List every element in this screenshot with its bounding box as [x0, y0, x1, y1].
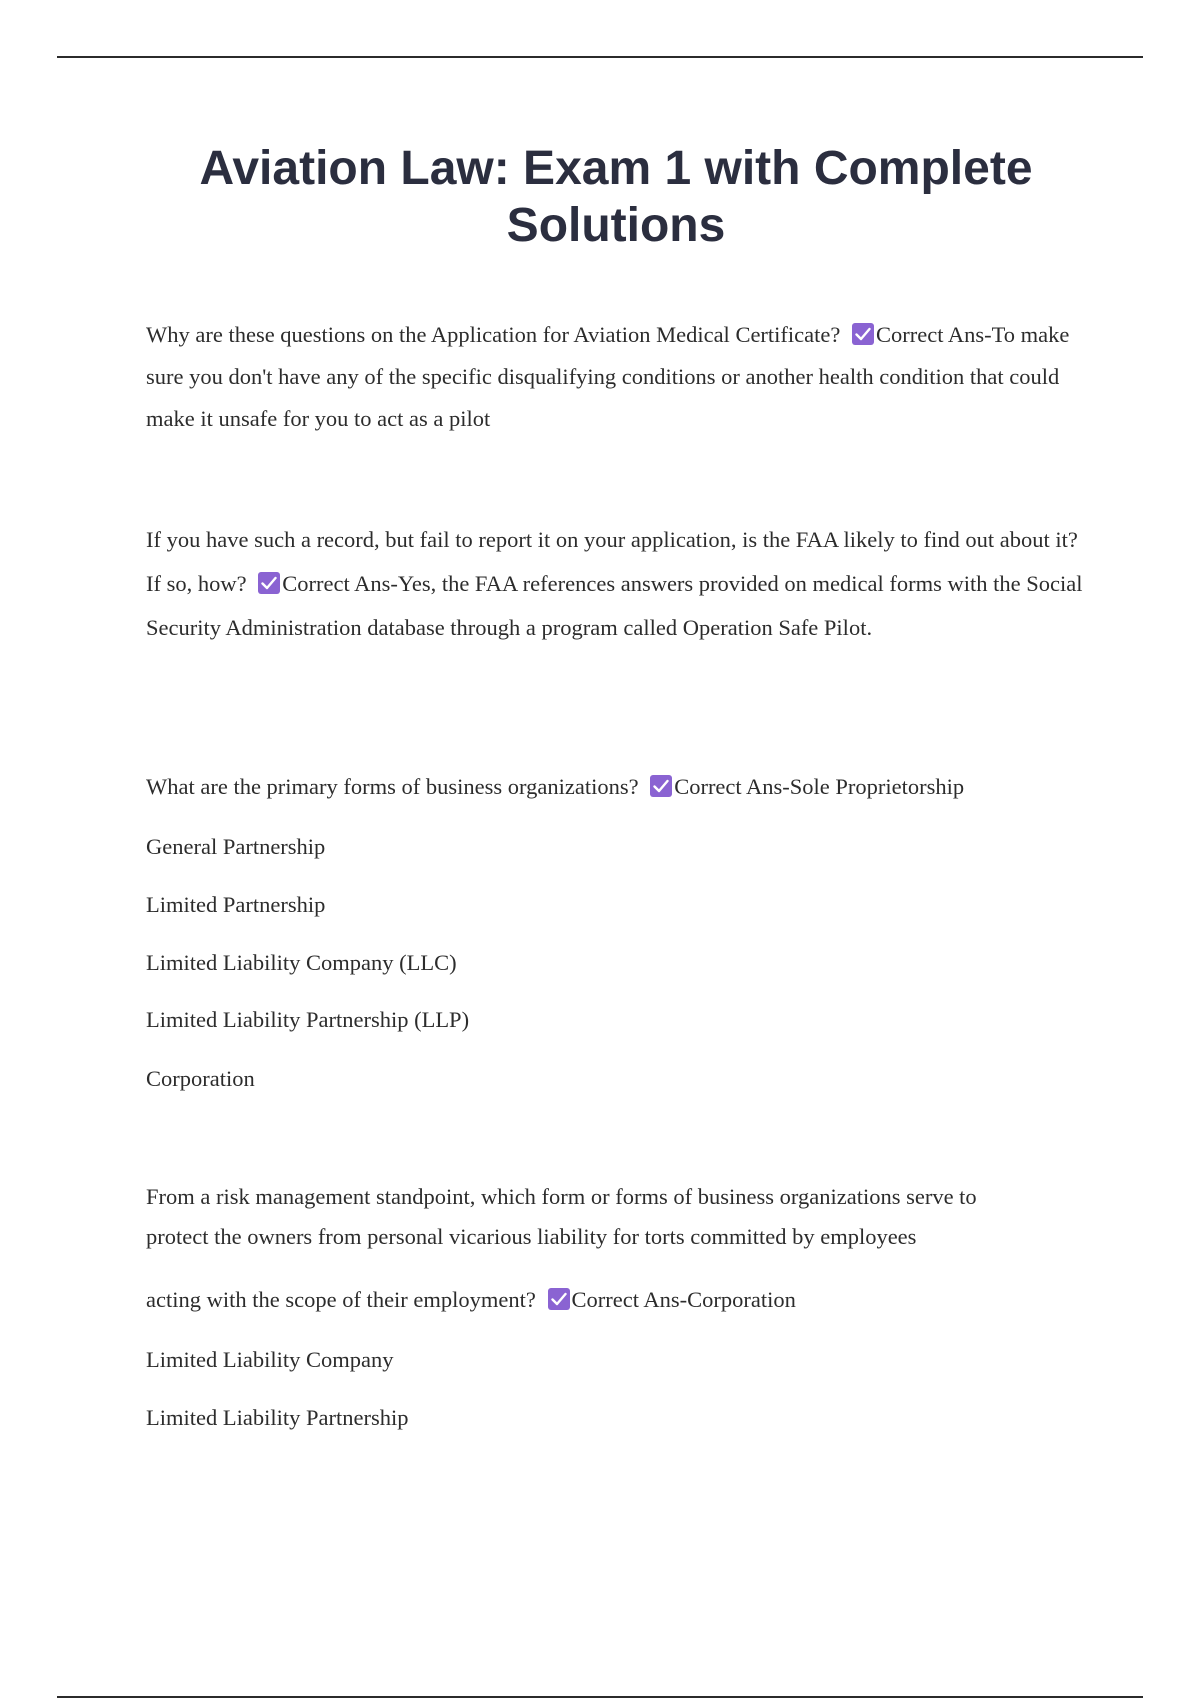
qa-3-answer: Correct Ans-Sole Proprietorship [674, 774, 965, 799]
qa-2-question: If you have such a record, but fail to report it on your application, is the FAA likely to find out about it? If so, how? [146, 527, 1078, 596]
list-item: Corporation [146, 1066, 255, 1091]
qa-2 [146, 518, 1091, 650]
checkbox-checked-icon [650, 775, 672, 797]
qa-3-question: What are the primary forms of business organizations? [146, 774, 639, 799]
qa-1-answer: Correct Ans-To make sure you don't have any of the specific disqualifying conditions or another health condition that could make it unsafe for you to act as a pilot [146, 322, 1070, 431]
list-item: Limited Liability Partnership (LLP) [146, 1007, 470, 1032]
list-item: Limited Liability Company (LLC) [146, 950, 457, 975]
qa-4-answer: Correct Ans-Corporation [571, 1287, 796, 1312]
checkbox-checked-icon [852, 323, 874, 345]
qa-2-answer: Correct Ans-Yes, the FAA references answers provided on medical forms with the Social Security Administration database through a program called Operation Safe Pilot. [146, 571, 1083, 640]
bottom-rule [57, 1696, 1143, 1698]
checkbox-checked-icon [548, 1288, 570, 1310]
qa-4-question-line: protect the owners from personal vicarious liability for torts committed by employees [146, 1224, 917, 1249]
checkbox-checked-icon [258, 572, 280, 594]
qa-1 [146, 314, 1091, 440]
qa-4-question: acting with the scope of their employment? [146, 1287, 536, 1312]
qa-3 [146, 772, 1091, 802]
qa-4-question-line: From a risk management standpoint, which form or forms of business organizations serve to [146, 1184, 977, 1209]
qa-1-question: Why are these questions on the Application for Aviation Medical Certificate? [146, 322, 841, 347]
list-item: General Partnership [146, 834, 326, 859]
top-rule [57, 56, 1143, 58]
list-item: Limited Partnership [146, 892, 326, 917]
page-title: Aviation Law: Exam 1 with Complete Solutions [199, 142, 1033, 252]
list-item: Limited Liability Company [146, 1347, 394, 1372]
qa-4 [146, 1285, 1091, 1315]
list-item: Limited Liability Partnership [146, 1405, 409, 1430]
